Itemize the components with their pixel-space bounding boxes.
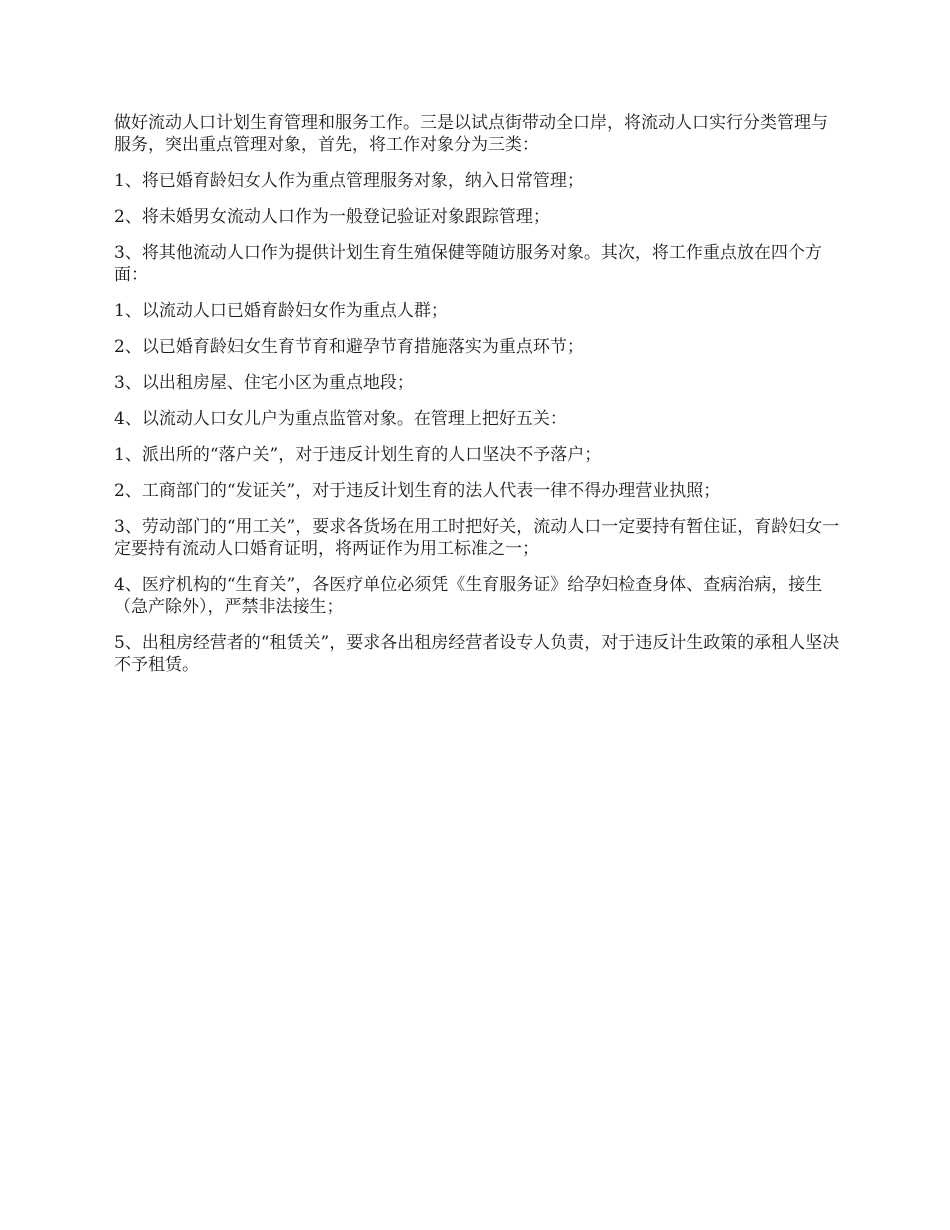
paragraph-focus-3: 3、以出租房屋、住宅小区为重点地段； <box>114 373 414 393</box>
paragraph-gate-4: 4、医疗机构的“生育关”，各医疗单位必须凭《生育服务证》给孕妇检查身体、查病治病，接生（急产除外），严禁非法接生； <box>114 575 823 617</box>
paragraph-gate-1: 1、派出所的“落户关”，对于违反计划生育的人口坚决不予落户； <box>114 445 602 465</box>
document-body <box>114 112 844 690</box>
paragraph-gate-3: 3、劳动部门的“用工关”，要求各货场在用工时把好关，流动人口一定要持有暂住证，育龄妇女一定要持有流动人口婚育证明，将两证作为用工标准之一； <box>114 517 840 559</box>
paragraph-category-2: 2、将未婚男女流动人口作为一般登记验证对象跟踪管理； <box>114 207 550 227</box>
paragraph-gate-2: 2、工商部门的“发证关”，对于违反计划生育的法人代表一律不得办理营业执照； <box>114 481 721 501</box>
paragraph-focus-2: 2、以已婚育龄妇女生育节育和避孕节育措施落实为重点环节； <box>114 337 584 357</box>
paragraph-category-3: 3、将其他流动人口作为提供计划生育生殖保健等随访服务对象。其次，将工作重点放在四个方面： <box>114 243 822 285</box>
paragraph-category-1: 1、将已婚育龄妇女人作为重点管理服务对象，纳入日常管理； <box>114 171 584 191</box>
paragraph-focus-4: 4、以流动人口女儿户为重点监管对象。在管理上把好五关： <box>114 409 567 429</box>
paragraph-intro: 做好流动人口计划生育管理和服务工作。三是以试点街带动全口岸，将流动人口实行分类管理与服务，突出重点管理对象，首先，将工作对象分为三类： <box>114 113 828 155</box>
paragraph-gate-5: 5、出租房经营者的“租赁关”，要求各出租房经营者设专人负责，对于违反计生政策的承租人坚决不予租赁。 <box>114 633 840 675</box>
paragraph-focus-1: 1、以流动人口已婚育龄妇女作为重点人群； <box>114 301 448 321</box>
